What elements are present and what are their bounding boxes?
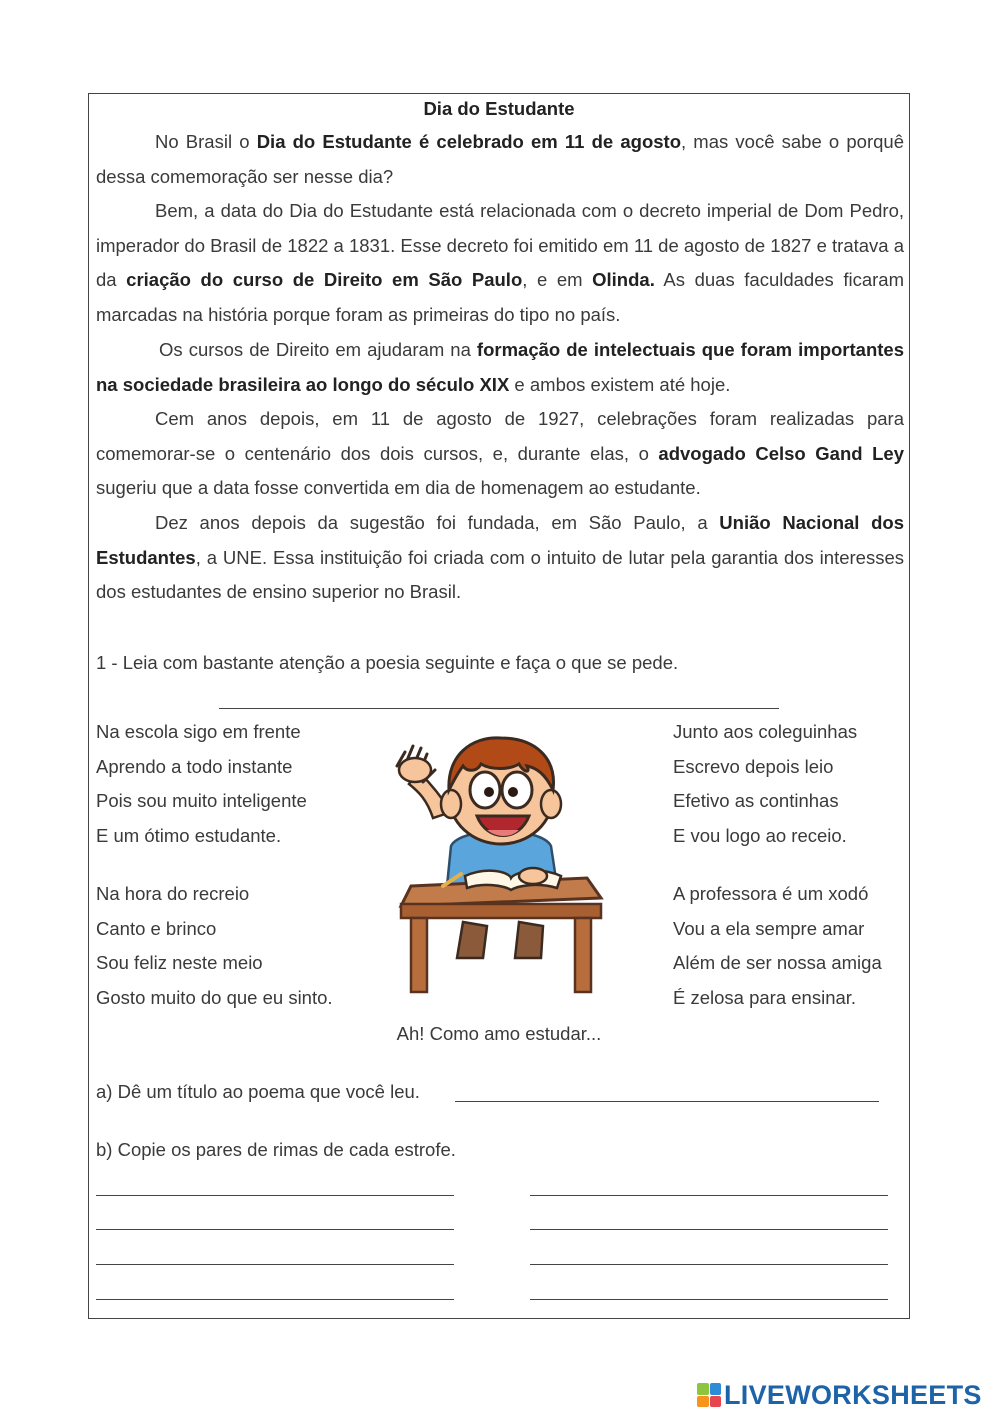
answer-line-rhyme[interactable] (96, 1229, 454, 1230)
stanza-2-left: Na hora do recreio Canto e brinco Sou feliz neste meio Gosto muito do que eu sinto. (96, 883, 333, 1008)
paragraph-centenary: Cem anos depois, em 11 de agosto de 1927, celebrações foram realizadas para comemorar-se o centenário dos dois cursos, e, durante elas, o advogado Celso Gand Ley sugeriu que a data fosse convertida em dia de homenagem ao estudante. (96, 408, 904, 499)
paragraph-law-courses: Os cursos de Direito em ajudaram na formação de intelectuais que foram importantes na sociedade brasileira ao longo do século XIX e ambos existem até hoje. (96, 339, 904, 395)
question-a: a) Dê um título ao poema que você leu. (96, 1081, 420, 1102)
student-at-desk-illustration (391, 726, 611, 994)
poem-title-line (219, 708, 779, 709)
answer-line-rhyme[interactable] (530, 1195, 888, 1196)
stanza-2-right: A professora é um xodó Vou a ela sempre amar Além de ser nossa amiga É zelosa para ensinar. (673, 883, 882, 1008)
question-1: 1 - Leia com bastante atenção a poesia seguinte e faça o que se pede. (96, 652, 679, 673)
worksheet-frame (88, 93, 910, 1319)
paragraph-une: Dez anos depois da sugestão foi fundada, em São Paulo, a União Nacional dos Estudantes, a UNE. Essa instituição foi criada com o intuito de lutar pela garantia dos interesses dos estudantes de ensino superior no Brasil. (96, 512, 904, 603)
answer-line-rhyme[interactable] (96, 1264, 454, 1265)
paragraph-intro: No Brasil o Dia do Estudante é celebrado em 11 de agosto, mas você sabe o porquê dessa comemoração ser nesse dia? (96, 131, 904, 187)
answer-line-title[interactable] (455, 1101, 879, 1102)
poem-closing-line: Ah! Como amo estudar... (396, 1023, 602, 1044)
liveworksheets-logo[interactable] (697, 1378, 982, 1412)
answer-line-rhyme[interactable] (530, 1229, 888, 1230)
page-title: Dia do Estudante (423, 98, 575, 119)
question-b: b) Copie os pares de rimas de cada estrofe. (96, 1139, 456, 1160)
paragraph-history: Bem, a data do Dia do Estudante está relacionada com o decreto imperial de Dom Pedro, imperador do Brasil de 1822 a 1831. Esse decreto foi emitido em 11 de agosto de 1827 e tratava a da criação do curso de Direito em São Paulo, e em Olinda. As duas faculdades ficaram marcadas na história porque foram as primeiras do tipo no país. (96, 200, 905, 325)
logo-badge-icon (697, 1383, 721, 1407)
answer-line-rhyme[interactable] (96, 1195, 454, 1196)
logo-text: LIVEWORKSHEETS (724, 1379, 982, 1410)
stanza-1-right: Junto aos coleguinhas Escrevo depois leio Efetivo as continhas E vou logo ao receio. (673, 721, 858, 846)
answer-line-rhyme[interactable] (530, 1299, 888, 1300)
answer-line-rhyme[interactable] (96, 1299, 454, 1300)
stanza-1-left: Na escola sigo em frente Aprendo a todo instante Pois sou muito inteligente E um ótimo estudante. (96, 721, 307, 846)
answer-line-rhyme[interactable] (530, 1264, 888, 1265)
